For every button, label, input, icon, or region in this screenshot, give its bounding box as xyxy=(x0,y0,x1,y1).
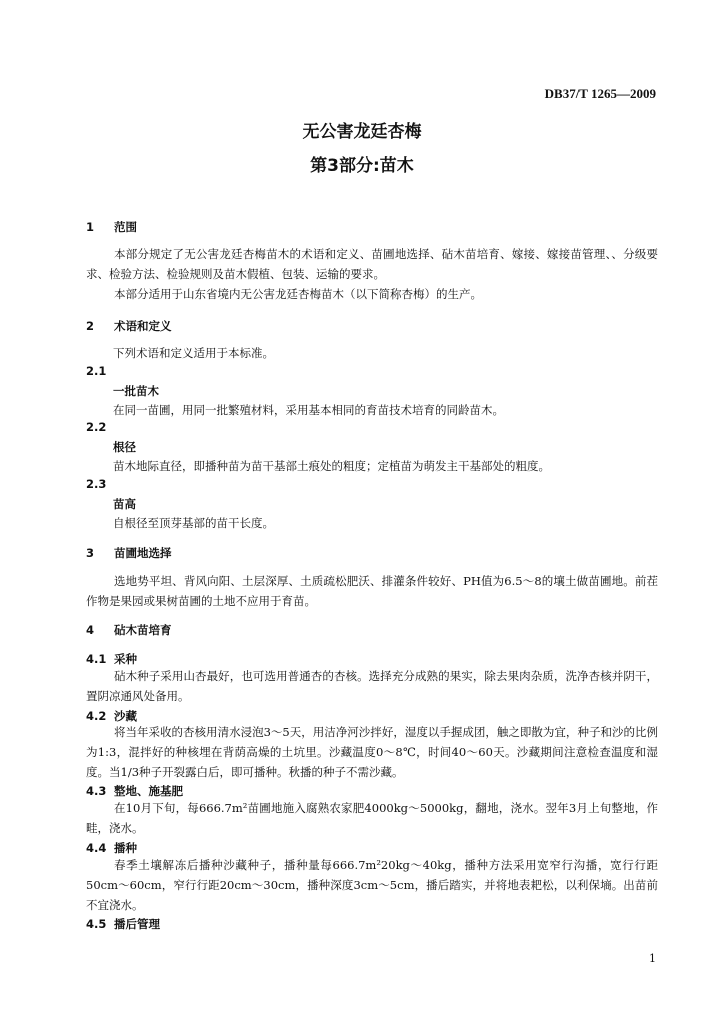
section-number: 3 xyxy=(86,546,95,560)
clause-title: 播种 xyxy=(114,841,137,855)
section-1-paragraph-2: 本部分适用于山东省境内无公害龙廷杏梅苗木（以下简称杏梅）的生产。 xyxy=(114,287,482,301)
section-4-heading xyxy=(86,622,172,638)
clause-4-3-heading xyxy=(86,783,183,799)
term-seedling-height: 苗高 xyxy=(113,497,136,511)
section-number: 2 xyxy=(86,319,95,333)
clause-number: 4.3 xyxy=(86,784,107,798)
clause-4-4-heading xyxy=(86,840,137,856)
clause-4-3-paragraph: 在10月下旬，每666.7m²苗圃地施入腐熟农家肥4000kg～5000kg，翻地，浇水。翌年3月上旬整地，作畦，浇水。 xyxy=(86,801,658,835)
clause-4-1-heading xyxy=(86,651,137,667)
clause-title: 采种 xyxy=(114,652,137,666)
section-title: 范围 xyxy=(114,220,137,234)
clause-4-2-paragraph: 将当年采收的杏核用清水浸泡3～5天，用洁净河沙拌好，湿度以手握成团，触之即散为宜，种子和沙的比例为1:3，混拌好的种核埋在背荫高燥的土坑里。沙藏温度0～8℃，时间40～60天。沙藏期间注意检查温度和湿度。当1/3种子开裂露白后，即可播种。秋播的种子不需沙藏。 xyxy=(86,725,658,779)
clause-number: 4.2 xyxy=(86,709,107,723)
clause-title: 整地、施基肥 xyxy=(114,784,183,798)
section-3-heading xyxy=(86,545,172,561)
section-title: 术语和定义 xyxy=(114,319,172,333)
document-subtitle: 第3部分:苗木 xyxy=(310,156,414,176)
term-definition: 自根径至顶芽基部的苗干长度。 xyxy=(113,516,274,530)
standard-code: DB37/T 1265—2009 xyxy=(544,86,656,101)
term-batch-of-seedlings: 一批苗木 xyxy=(113,384,159,398)
clause-title: 沙藏 xyxy=(114,709,137,723)
section-2-heading xyxy=(86,318,172,334)
section-1-heading xyxy=(86,219,137,235)
section-title: 苗圃地选择 xyxy=(114,546,172,560)
section-number: 1 xyxy=(86,220,95,234)
clause-2-3-number: 2.3 xyxy=(86,477,107,491)
clause-title: 播后管理 xyxy=(114,917,160,931)
clause-number: 4.1 xyxy=(86,652,107,666)
document-title: 无公害龙廷杏梅 xyxy=(302,122,422,142)
clause-2-2-number: 2.2 xyxy=(86,420,107,434)
section-title: 砧木苗培育 xyxy=(114,623,172,637)
section-number: 4 xyxy=(86,623,95,637)
clause-number: 4.5 xyxy=(86,917,107,931)
section-3-paragraph: 选地势平坦、背风向阳、土层深厚、土质疏松肥沃、排灌条件较好、PH值为6.5～8的壤土做苗圃地。前茬作物是果园或果树苗圃的土地不应用于育苗。 xyxy=(86,574,658,608)
clause-4-4-paragraph: 春季土壤解冻后播种沙藏种子，播种量每666.7m²20kg～40kg，播种方法采用宽窄行沟播，宽行行距50cm～60cm，窄行行距20cm～30cm，播种深度3cm～5cm，播后踏实，并将地表耙松，以利保墒。出苗前不宜浇水。 xyxy=(86,858,658,912)
clause-4-5-heading xyxy=(86,916,160,932)
clause-number: 4.4 xyxy=(86,841,107,855)
section-2-intro: 下列术语和定义适用于本标准。 xyxy=(113,346,274,360)
term-definition: 在同一苗圃，用同一批繁殖材料，采用基本相同的育苗技术培育的同龄苗木。 xyxy=(113,403,504,417)
page-number: 1 xyxy=(649,952,656,965)
clause-2-1-number: 2.1 xyxy=(86,364,107,378)
term-root-diameter: 根径 xyxy=(113,440,136,454)
clause-4-1-paragraph: 砧木种子采用山杏最好，也可选用普通杏的杏核。选择充分成熟的果实，除去果肉杂质，洗净杏核并阴干，置阴凉通风处备用。 xyxy=(86,669,658,703)
term-definition: 苗木地际直径，即播种苗为苗干基部土痕处的粗度；定植苗为萌发主干基部处的粗度。 xyxy=(113,459,550,473)
section-1-paragraph-1: 本部分规定了无公害龙廷杏梅苗木的术语和定义、苗圃地选择、砧木苗培育、嫁接、嫁接苗管理、、分级要求、检验方法、检验规则及苗木假植、包装、运输的要求。 xyxy=(86,247,658,281)
